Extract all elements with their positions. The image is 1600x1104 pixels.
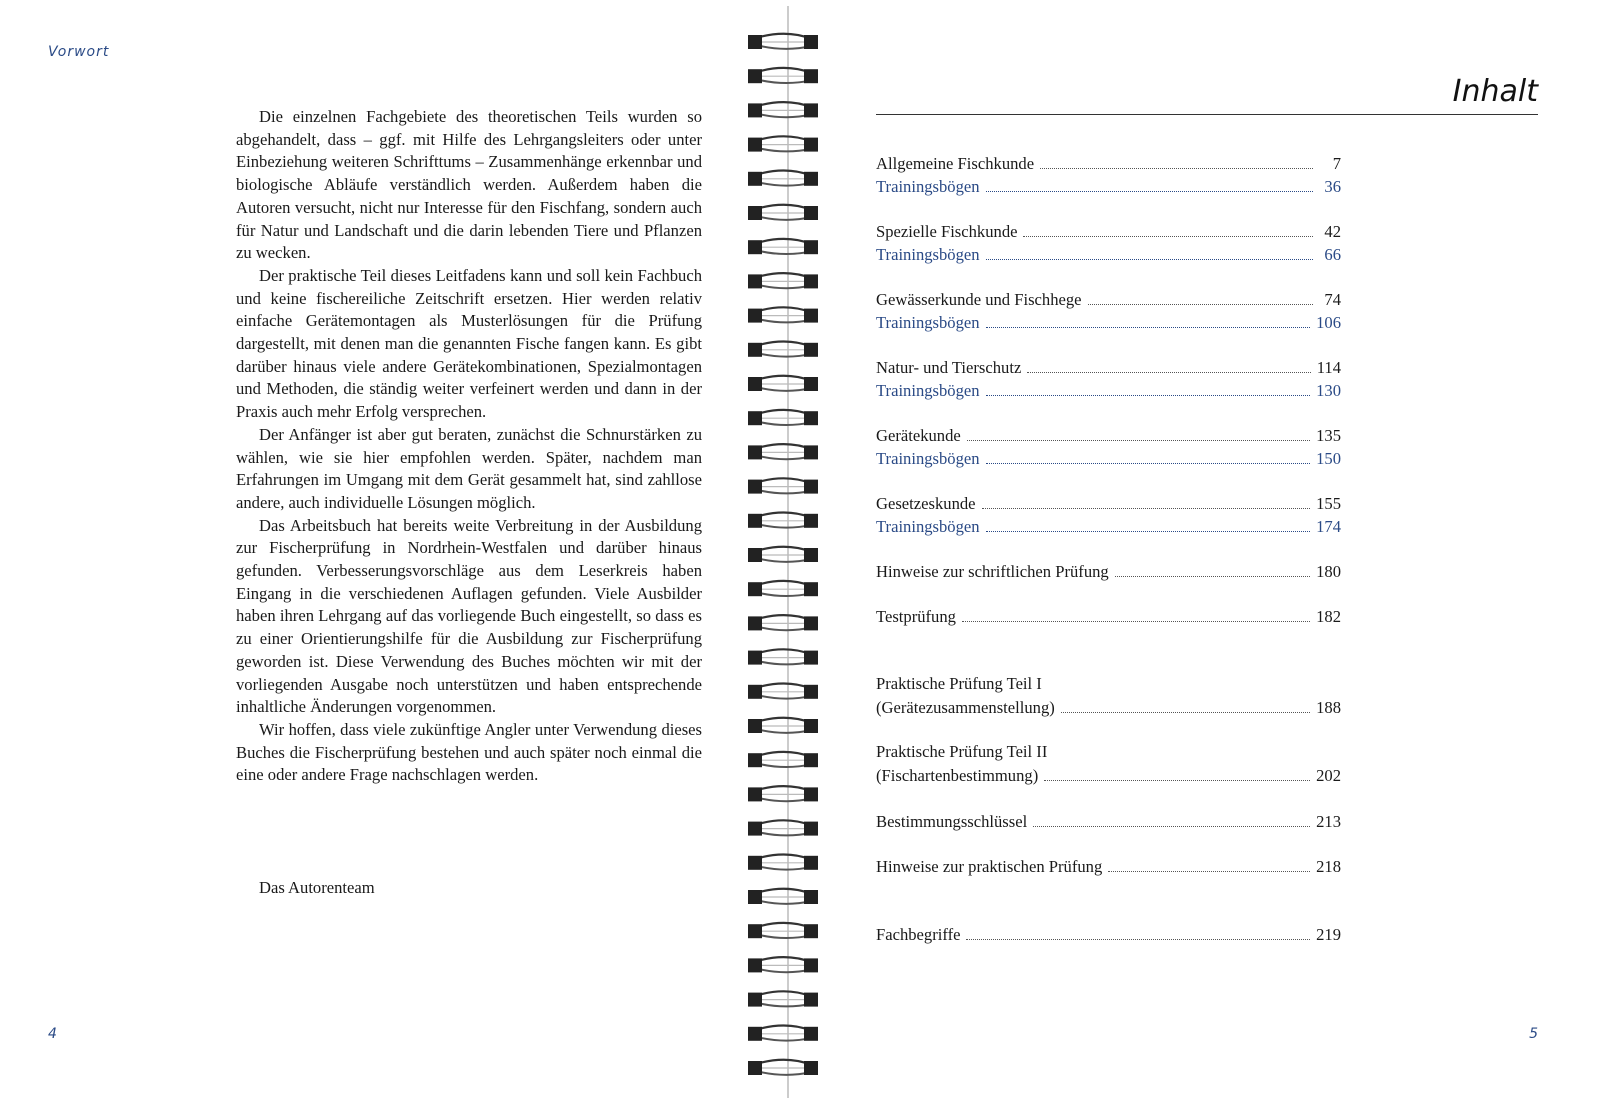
toc-page: 219 <box>1316 925 1341 944</box>
toc-entry[interactable] <box>876 220 1341 242</box>
spiral-coil <box>748 547 818 562</box>
spiral-coil <box>748 512 818 527</box>
toc-entry[interactable] <box>876 810 1341 832</box>
toc-label: Gerätekunde <box>876 426 961 445</box>
toc-label: Trainingsbögen <box>876 313 980 332</box>
spiral-coil <box>748 718 818 733</box>
toc-page: 135 <box>1316 426 1341 445</box>
toc-label: Testprüfung <box>876 607 956 626</box>
dot-leader <box>962 621 1310 622</box>
toc-page: 42 <box>1324 222 1341 241</box>
toc-page: 155 <box>1316 494 1341 513</box>
paragraph: Wir hoffen, dass viele zukünftige Angler unter Verwendung dieses Buches die Fischerprüfung bestehen und auch später noch einmal die eine oder andere Frage nachschlagen werden. <box>236 719 702 785</box>
toc-page: 174 <box>1316 517 1341 536</box>
toc-label: Trainingsbögen <box>876 449 980 468</box>
dot-leader <box>966 939 1310 940</box>
spiral-coil <box>748 239 818 254</box>
signature: Das Autorenteam <box>259 878 375 897</box>
toc-page: 150 <box>1316 449 1341 468</box>
spiral-coil <box>748 820 818 835</box>
dot-leader <box>1040 168 1313 169</box>
spiral-coil <box>748 957 818 972</box>
dot-leader <box>986 327 1311 328</box>
spiral-coil <box>748 854 818 869</box>
spiral-coil <box>748 273 818 288</box>
toc-entry[interactable] <box>876 492 1341 514</box>
title-rule <box>876 114 1538 115</box>
toc-page: 180 <box>1316 562 1341 581</box>
toc-entry-training[interactable] <box>876 175 1341 197</box>
paragraph: Der praktische Teil dieses Leitfadens kann und soll kein Fachbuch und keine fischereiliche Zeitschrift ersetzen. Hier werden relativ einfache Gerätemontagen als Musterlösungen für die Prüfung dargestellt, mit denen man die genannten Fische fangen kann. Es gibt darüber hinaus viele andere Gerätekombinationen, Spezialmontagen und Methoden, die ständig weiter verfeinert werden und dann in der Praxis auch mehr Erfolg versprechen. <box>236 265 702 422</box>
dot-leader <box>986 463 1311 464</box>
toc-page: 66 <box>1324 245 1341 264</box>
toc-label: Trainingsbögen <box>876 517 980 536</box>
dot-leader <box>1108 871 1310 872</box>
toc-label: Spezielle Fischkunde <box>876 222 1018 241</box>
toc-page: 213 <box>1316 812 1341 831</box>
toc-label: Fachbegriffe <box>876 925 961 944</box>
toc-label: Trainingsbögen <box>876 177 980 196</box>
spiral-coil <box>748 102 818 117</box>
toc-label: Bestimmungsschlüssel <box>876 812 1028 831</box>
toc-entry[interactable] <box>876 152 1341 174</box>
toc-entry[interactable] <box>876 764 1341 786</box>
spiral-coil <box>748 1025 818 1040</box>
spiral-coil <box>748 649 818 664</box>
toc-entry-training[interactable] <box>876 515 1341 537</box>
toc-entry[interactable] <box>876 605 1341 627</box>
toc-label: Trainingsbögen <box>876 381 980 400</box>
right-page <box>830 0 1600 1104</box>
spiral-coil <box>748 889 818 904</box>
toc-entry-training[interactable] <box>876 311 1341 333</box>
toc-label: (Gerätezusammenstellung) <box>876 698 1055 717</box>
dot-leader <box>986 531 1311 532</box>
spiral-coil <box>748 307 818 322</box>
toc-label: Natur- und Tierschutz <box>876 358 1022 377</box>
toc-entry[interactable] <box>876 288 1341 310</box>
toc-entry-training[interactable] <box>876 447 1341 469</box>
running-header: Vorwort <box>48 44 110 60</box>
toc-page: 114 <box>1316 358 1341 377</box>
foreword-text <box>236 106 702 787</box>
paragraph: Der Anfänger ist aber gut beraten, zunächst die Schnurstärken zu wählen, wie sie hier empfohlen werden. Später, nachdem man Erfahrungen im Umgang mit dem Gerät gesammelt hat, sind zahllose andere, auch individuelle Lösungen möglich. <box>236 424 702 512</box>
dot-leader <box>986 259 1313 260</box>
spiral-coil <box>748 341 818 356</box>
toc-page: 74 <box>1324 290 1341 309</box>
left-page <box>0 0 770 1104</box>
toc-label: (Fischartenbestimmung) <box>876 766 1039 785</box>
dot-leader <box>1027 372 1310 373</box>
toc-label: Hinweise zur praktischen Prüfung <box>876 857 1103 876</box>
toc-label-line1: Praktische Prüfung Teil II <box>876 742 1048 761</box>
toc-label: Gewässerkunde und Fischhege <box>876 290 1082 309</box>
spiral-coil <box>748 170 818 185</box>
spiral-coil <box>748 923 818 938</box>
toc-page: 36 <box>1324 177 1341 196</box>
page-title: Inhalt <box>1452 74 1538 109</box>
dot-leader <box>982 508 1311 509</box>
spiral-coil <box>748 376 818 391</box>
dot-leader <box>967 440 1310 441</box>
dot-leader <box>1061 712 1310 713</box>
spiral-coil <box>748 136 818 151</box>
toc-label-line1: Praktische Prüfung Teil I <box>876 674 1042 693</box>
toc-entry-training[interactable] <box>876 243 1341 265</box>
toc-entry[interactable] <box>876 855 1341 877</box>
toc-entry[interactable] <box>876 560 1341 582</box>
dot-leader <box>986 191 1313 192</box>
toc-page: 106 <box>1316 313 1341 332</box>
spiral-coil <box>748 1060 818 1075</box>
toc-page: 7 <box>1332 154 1341 173</box>
spiral-binding <box>748 0 832 1104</box>
dot-leader <box>1088 304 1313 305</box>
spiral-coil <box>748 34 818 49</box>
spiral-coil <box>748 991 818 1006</box>
spiral-coil <box>748 786 818 801</box>
toc-page: 218 <box>1316 857 1341 876</box>
dot-leader <box>1033 826 1310 827</box>
spiral-coil <box>748 444 818 459</box>
spiral-coil <box>748 683 818 698</box>
dot-leader <box>1023 236 1313 237</box>
toc-entry-training[interactable] <box>876 379 1341 401</box>
toc-label: Gesetzeskunde <box>876 494 976 513</box>
toc-entry[interactable] <box>876 424 1341 446</box>
toc-page: 130 <box>1316 381 1341 400</box>
page-number-right: 5 <box>1529 1026 1538 1042</box>
toc-entry[interactable] <box>876 923 1341 945</box>
toc-entry[interactable] <box>876 696 1341 718</box>
dot-leader <box>986 395 1311 396</box>
dot-leader <box>1044 780 1310 781</box>
toc-page: 202 <box>1316 766 1341 785</box>
spiral-coil <box>748 205 818 220</box>
spiral-coil <box>748 581 818 596</box>
toc-entry[interactable] <box>876 356 1341 378</box>
toc-page: 188 <box>1316 698 1341 717</box>
spiral-coil <box>748 68 818 83</box>
dot-leader <box>1115 576 1310 577</box>
spiral-coil <box>748 478 818 493</box>
spiral-coil <box>748 752 818 767</box>
toc-page: 182 <box>1316 607 1341 626</box>
page-number-left: 4 <box>48 1026 57 1042</box>
toc-label: Trainingsbögen <box>876 245 980 264</box>
paragraph: Das Arbeitsbuch hat bereits weite Verbreitung in der Ausbildung zur Fischerprüfung in Nordrhein-Westfalen und darüber hinaus gefunden. Verbesserungsvorschläge aus dem Leserkreis haben Eingang in die verschiedenen Auflagen gefunden. Viele Ausbilder haben ihren Lehrgang auf das vorliegende Buch eingestellt, so dass es zu einer Orientierungshilfe für die Ausbildung zur Fischerprüfung geworden ist. Diese Verwendung des Buches möchten wir mit der vorliegenden Ausgabe noch unterstützen und haben entsprechende inhaltliche Änderungen vorgenommen. <box>236 515 702 717</box>
toc-label: Hinweise zur schriftlichen Prüfung <box>876 562 1109 581</box>
spiral-coil <box>748 410 818 425</box>
paragraph: Die einzelnen Fachgebiete des theoretischen Teils wurden so abgehandelt, dass – ggf. mit Hilfe des Lehrgangsleiters oder unter Einbeziehung weiteren Schrifttums – Zusammenhänge erkennbar und biologische Abläufe verständlich werden. Außerdem haben die Autoren versucht, nicht nur Interesse für den Fischfang, sondern auch für Natur und Landschaft und die darin lebenden Tiere und Pflanzen zu wecken. <box>236 107 702 263</box>
spiral-coil <box>748 615 818 630</box>
toc-label: Allgemeine Fischkunde <box>876 154 1035 173</box>
